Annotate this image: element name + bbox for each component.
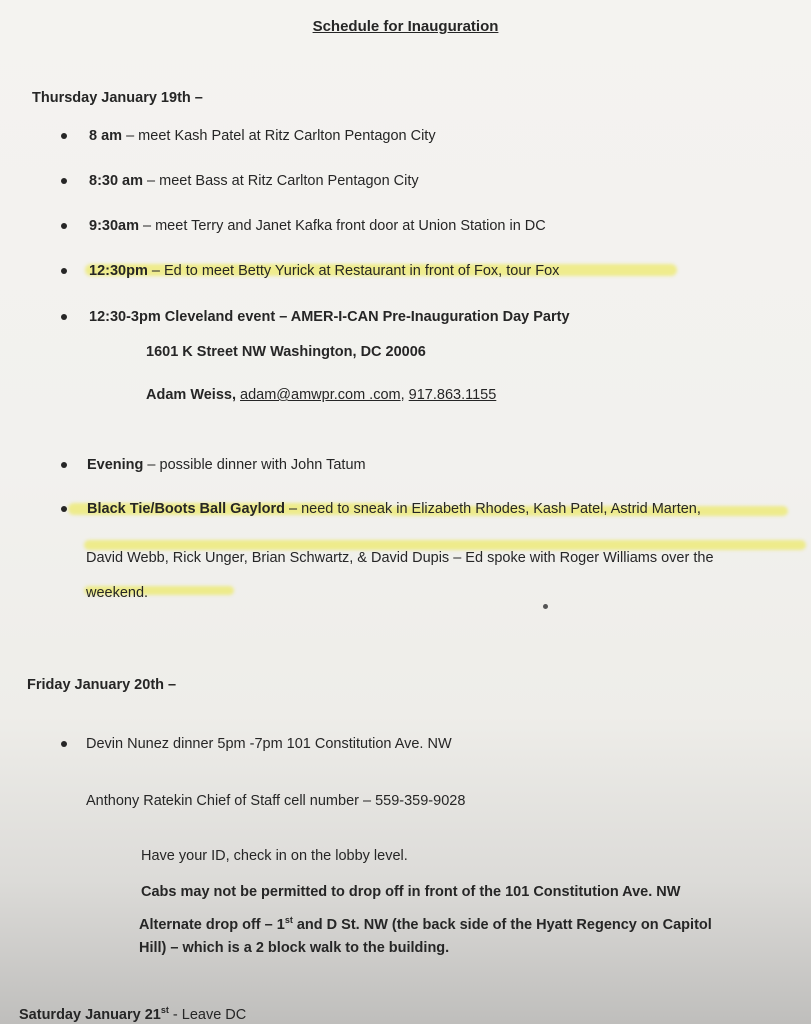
list-item: Evening – possible dinner with John Tatum xyxy=(87,457,366,473)
bullet-icon xyxy=(61,741,67,747)
list-item: 12:30-3pm Cleveland event – AMER-I-CAN Pre-Inauguration Day Party xyxy=(89,309,570,325)
event-contact: Adam Weiss, adam@amwpr.com .com, 917.863.1155 xyxy=(146,387,497,403)
contact-phone-link[interactable]: 917.863.1155 xyxy=(408,387,497,403)
bullet-icon xyxy=(61,178,67,184)
list-item: 8:30 am – meet Bass at Ritz Carlton Pentagon City xyxy=(89,173,419,189)
bullet-icon xyxy=(61,223,67,229)
list-item: Black Tie/Boots Ball Gaylord – need to sneak in Elizabeth Rhodes, Kash Patel, Astrid Marten, xyxy=(87,501,701,517)
bullet-icon xyxy=(61,314,67,320)
thursday-heading: Thursday January 19th – xyxy=(32,90,203,106)
friday-heading: Friday January 20th – xyxy=(27,677,177,693)
document-title: Schedule for Inauguration xyxy=(312,18,499,35)
paper-speck xyxy=(543,604,548,609)
list-item: Devin Nunez dinner 5pm -7pm 101 Constitution Ave. NW xyxy=(86,736,452,752)
list-item: 9:30am – meet Terry and Janet Kafka front door at Union Station in DC xyxy=(89,218,546,234)
list-item-continuation: David Webb, Rick Unger, Brian Schwartz, & David Dupis – Ed spoke with Roger Williams over the xyxy=(86,550,714,566)
friday-note: Hill) – which is a 2 block walk to the building. xyxy=(139,940,450,956)
highlighter-mark xyxy=(84,540,806,550)
list-item-continuation: weekend. xyxy=(86,585,149,601)
bullet-icon xyxy=(61,133,67,139)
friday-note: Alternate drop off – 1st and D St. NW (the back side of the Hyatt Regency on Capitol xyxy=(139,915,712,933)
bullet-icon xyxy=(61,506,67,512)
contact-email-link[interactable]: adam@amwpr.com .com xyxy=(240,387,401,403)
list-item: 12:30pm – Ed to meet Betty Yurick at Restaurant in front of Fox, tour Fox xyxy=(89,263,560,279)
event-address: 1601 K Street NW Washington, DC 20006 xyxy=(146,344,426,360)
list-item: 8 am – meet Kash Patel at Ritz Carlton Pentagon City xyxy=(89,128,436,144)
saturday-heading: Saturday January 21st - Leave DC xyxy=(19,1005,247,1023)
bullet-icon xyxy=(61,462,67,468)
bullet-icon xyxy=(61,268,67,274)
chief-of-staff-line: Anthony Ratekin Chief of Staff cell number – 559-359-9028 xyxy=(86,793,466,809)
friday-note: Cabs may not be permitted to drop off in front of the 101 Constitution Ave. NW xyxy=(141,884,681,900)
friday-note: Have your ID, check in on the lobby level. xyxy=(141,848,408,864)
